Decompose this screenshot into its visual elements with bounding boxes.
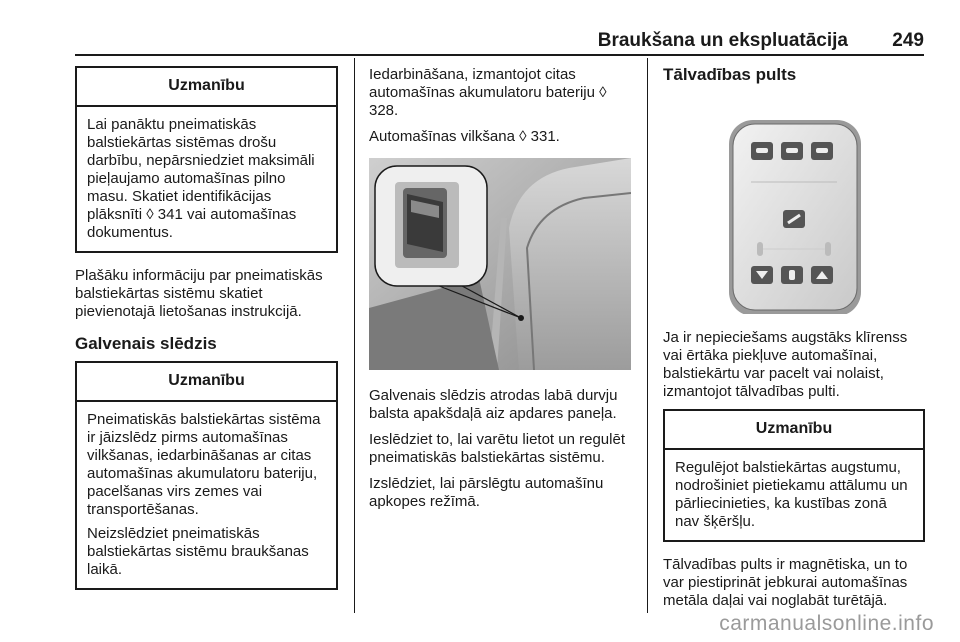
- notice-box: [663, 409, 925, 542]
- section-heading: Galvenais slēdzis: [75, 334, 217, 353]
- notice-text: Neizslēdziet pneimatiskās balstiekārtas sistēmu braukšanas laikā.: [87, 525, 309, 578]
- notice-body: [665, 450, 923, 540]
- watermark: carmanualsonline.info: [719, 612, 934, 635]
- remote-control-illustration: [663, 98, 925, 314]
- notice-title: Uzmanību: [77, 363, 336, 402]
- body-paragraph: Izslēdziet, lai pārslēgtu automašīnu apkopes režīmā.: [369, 475, 604, 510]
- body-paragraph: Ja ir nepieciešams augstāks klīrenss vai ērtāka piekļuve automašīnai, balstiekārtu var pacelt vai nolaist, izmantojot tālvadības pulti.: [663, 329, 908, 400]
- body-paragraph: Iedarbināšana, izmantojot citas automašīnas akumulatoru bateriju ◊ 328.: [369, 66, 607, 119]
- notice-body: [77, 107, 336, 251]
- column-1: [75, 66, 338, 590]
- notice-title: Uzmanību: [665, 411, 923, 450]
- body-paragraph: Galvenais slēdzis atrodas labā durvju balsta apakšdaļā aiz apdares paneļa.: [369, 387, 618, 422]
- main-switch-photo: [369, 158, 631, 370]
- page-header: [0, 0, 960, 58]
- header-title: Braukšana un ekspluatācija: [597, 30, 848, 51]
- notice-box: [75, 66, 338, 253]
- body-paragraph: Automašīnas vilkšana ◊ 331.: [369, 128, 560, 145]
- notice-body: [77, 402, 336, 588]
- page-number: 249: [892, 30, 924, 51]
- body-paragraph: Tālvadības pults ir magnētiska, un to var piestiprināt jebkurai automašīnas metāla daļai vai noglabāt turētājā.: [663, 556, 908, 609]
- header-rule: [75, 54, 924, 56]
- column-divider: [647, 58, 648, 613]
- column-3: [663, 66, 925, 618]
- column-2: [369, 66, 634, 519]
- column-divider: [354, 58, 355, 613]
- notice-title: Uzmanību: [77, 68, 336, 107]
- body-paragraph: Ieslēdziet to, lai varētu lietot un regulēt pneimatiskās balstiekārtas sistēmu.: [369, 431, 625, 466]
- notice-text: Lai panāktu pneimatiskās balstiekārtas sistēmas drošu darbību, nepārsniedziet maksimāli pieļaujamo automašīnas pilno masu. Skatiet identifikācijas plāksnīti ◊ 341 vai automašīnas dokumentus.: [87, 116, 315, 241]
- section-heading: Tālvadības pults: [663, 65, 797, 84]
- body-paragraph: Plašāku informāciju par pneimatiskās balstiekārtas sistēmu skatiet pievienotajā lietošanas instrukcijā.: [75, 267, 323, 320]
- notice-text: Regulējot balstiekārtas augstumu, nodrošiniet pietiekamu attālumu un pārliecinieties, ka kustības zonā nav šķēršļu.: [675, 459, 908, 530]
- notice-box: [75, 361, 338, 590]
- notice-text: Pneimatiskās balstiekārtas sistēma ir jāizslēdz pirms automašīnas vilkšanas, iedarbināšanas ar citas automašīnas akumulatoru bateriju, pacelšanas virs zemes vai transportēšanas.: [87, 411, 321, 518]
